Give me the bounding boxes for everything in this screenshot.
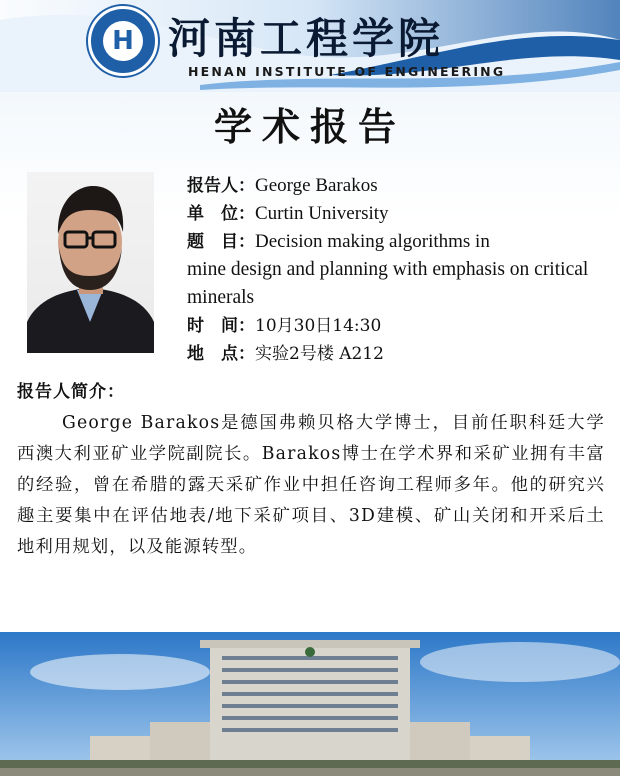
institute-logo-icon: H [88, 6, 158, 76]
poster-title: 学术报告 [213, 104, 406, 149]
reporter-value: George Barakos [255, 175, 378, 196]
unit-label: 单 位： [187, 204, 255, 224]
institute-chinese-name: 河南工程学院 [168, 14, 445, 63]
talk-info [187, 172, 607, 368]
time-label: 时 间： [187, 316, 255, 336]
reporter-label: 报告人： [187, 176, 255, 196]
reporter-row [187, 172, 607, 200]
time-value: 10月30日14:30 [255, 316, 382, 336]
topic-label: 题 目： [187, 232, 255, 252]
place-label: 地 点： [187, 344, 255, 364]
bio-heading: 报告人简介： [17, 382, 125, 402]
topic-row [187, 228, 607, 256]
institute-english-name: HENAN INSTITUTE OF ENGINEERING [188, 64, 506, 79]
speaker-portrait-icon [27, 172, 154, 353]
unit-row [187, 200, 607, 228]
campus-building-icon [0, 632, 620, 776]
header-banner [0, 0, 620, 92]
place-value: 实验2号楼 A212 [255, 344, 384, 364]
topic-value-line1: Decision making algorithms in [255, 231, 490, 252]
bio-text: George Barakos是德国弗赖贝格大学博士，目前任职科廷大学西澳大利亚矿业学院副院长。Barakos博士在学术界和采矿业拥有丰富的经验，曾在希腊的露天采矿作业中担任咨询工程师多年。他的研究兴趣主要集中在评估地表/地下采矿项目、3D建模、矿山关闭和开采后土地利用规划，以及能源转型。 [17, 413, 605, 557]
time-row [187, 312, 607, 340]
topic-value-rest: mine design and planning with emphasis on critical minerals [187, 259, 589, 308]
place-row [187, 340, 607, 368]
unit-value: Curtin University [255, 203, 389, 224]
